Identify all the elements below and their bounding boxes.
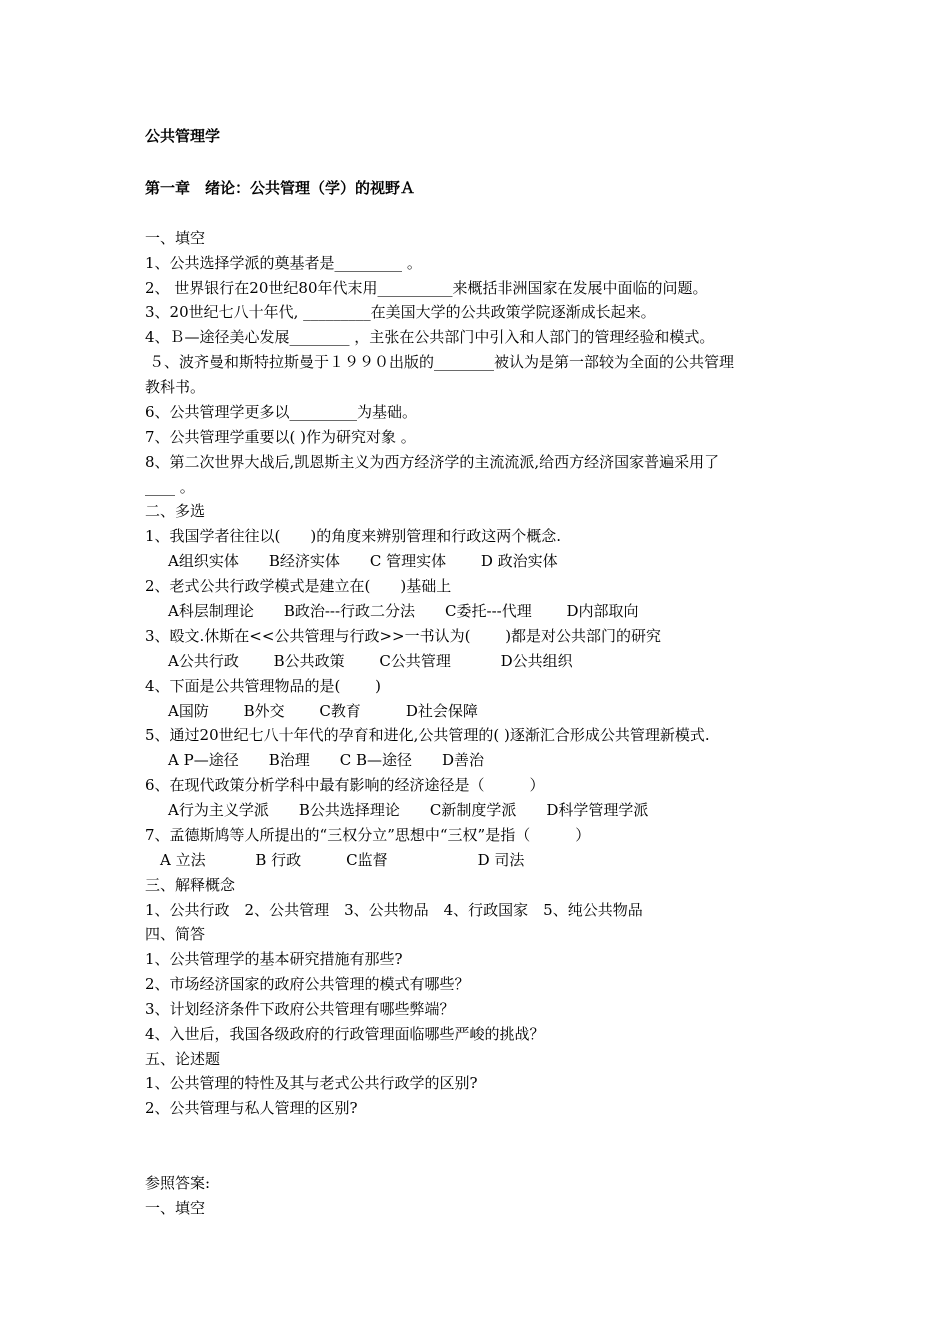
answers-subheading: 一、填空 <box>145 1199 206 1217</box>
essay-item: 1、公共管理的特性及其与老式公共行政学的区别? <box>145 1074 478 1092</box>
document-title: 公共管理学 <box>145 127 221 145</box>
chapter-title: 第一章 绪论：公共管理（学）的视野Ａ <box>145 179 416 197</box>
section-heading-short-answer: 四、简答 <box>145 925 206 943</box>
mc-question: 4、下面是公共管理物品的是( ) <box>145 677 382 695</box>
short-answer-item: 4、入世后，我国各级政府的行政管理面临哪些严峻的挑战？ <box>145 1025 545 1043</box>
section-heading-concepts: 三、解释概念 <box>145 876 236 894</box>
essay-item: 2、公共管理与私人管理的区别? <box>145 1099 358 1117</box>
mc-question: 1、我国学者往往以( )的角度来辨别管理和行政这两个概念. <box>145 527 562 545</box>
mc-options: A组织实体 B经济实体 C 管理实体 D 政治实体 <box>168 552 558 570</box>
answers-heading: 参照答案: <box>145 1174 211 1192</box>
mc-options: A国防 B外交 C教育 D社会保障 <box>168 702 478 720</box>
fill-blank-item-continued: ____ 。 <box>145 478 195 496</box>
section-heading-fill-blank: 一、填空 <box>145 229 206 247</box>
mc-options: A P—途径 B治理 C B—途径 D善治 <box>168 751 485 769</box>
fill-blank-item: 8、第二次世界大战后,凯恩斯主义为西方经济学的主流流派,给西方经济国家普遍采用了 <box>145 453 720 471</box>
concept-items: 1、公共行政 2、公共管理 3、公共物品 4、行政国家 5、纯公共物品 <box>145 901 643 919</box>
fill-blank-item: 4、Ｂ—途径美心发展________ ，主张在公共部门中引入和人部门的管理经验和模式。 <box>145 328 715 346</box>
mc-options: A公共行政 B公共政策 C公共管理 D公共组织 <box>168 652 573 670</box>
mc-question: 7、孟德斯鸠等人所提出的“三权分立”思想中“三权”是指（ ） <box>145 826 591 844</box>
mc-question: 3、殴文.休斯在<<公共管理与行政>>一书认为( )都是对公共部门的研究 <box>145 627 662 645</box>
section-heading-multiple-choice: 二、多选 <box>145 502 206 520</box>
section-heading-essay: 五、论述题 <box>145 1050 221 1068</box>
short-answer-item: 3、计划经济条件下政府公共管理有哪些弊端？ <box>145 1000 455 1018</box>
fill-blank-item: 6、公共管理学更多以_________为基础。 <box>145 403 418 421</box>
fill-blank-item: 7、公共管理学重要以( )作为研究对象 。 <box>145 428 416 446</box>
mc-question: 2、老式公共行政学模式是建立在( )基础上 <box>145 577 452 595</box>
short-answer-item: 1、公共管理学的基本研究措施有那些? <box>145 950 403 968</box>
mc-question: 6、在现代政策分析学科中最有影响的经济途径是（ ） <box>145 776 545 794</box>
fill-blank-item: ５、波齐曼和斯特拉斯曼于１９９０出版的________被认为是第一部较为全面的公共管理 <box>149 353 735 371</box>
fill-blank-item: 3、20世纪七八十年代, _________在美国大学的公共政策学院逐渐成长起来。 <box>145 303 656 321</box>
fill-blank-item: 1、公共选择学派的奠基者是_________ 。 <box>145 254 422 272</box>
short-answer-item: 2、市场经济国家的政府公共管理的模式有哪些？ <box>145 975 470 993</box>
mc-options: A 立法 B 行政 C监督 D 司法 <box>160 851 525 869</box>
mc-options: A科层制理论 B政治---行政二分法 C委托---代理 D内部取向 <box>168 602 639 620</box>
mc-question: 5、通过20世纪七八十年代的孕育和进化,公共管理的( )逐渐汇合形成公共管理新模式. <box>145 726 710 744</box>
mc-options: A行为主义学派 B公共选择理论 C新制度学派 D科学管理学派 <box>168 801 649 819</box>
fill-blank-item: 2、 世界银行在20世纪80年代末用__________来概括非洲国家在发展中面临的问题。 <box>145 279 708 297</box>
fill-blank-item-continued: 教科书。 <box>145 378 206 396</box>
